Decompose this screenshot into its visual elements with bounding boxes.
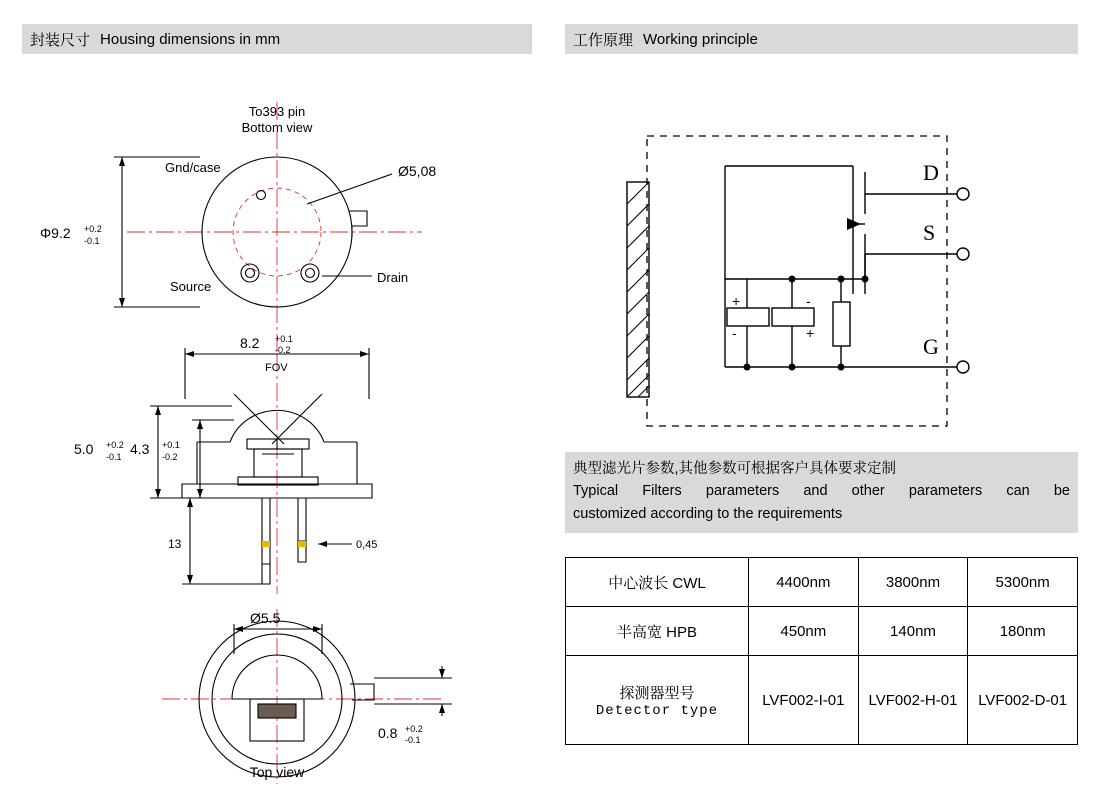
cap1-plus: + bbox=[732, 293, 741, 309]
row-label-hpb-cn: 半高宽 bbox=[616, 623, 662, 641]
schematic-diagram bbox=[565, 54, 1078, 454]
cell-detector-1: LVF002-I-01 bbox=[749, 656, 859, 745]
pin-label-s: S bbox=[923, 220, 936, 245]
principle-header-cn: 工作原理 bbox=[573, 31, 634, 49]
outer-dia-tol-up: +0.2 bbox=[84, 224, 102, 234]
table-row bbox=[566, 656, 1078, 745]
housing-header-en: Housing dimensions in mm bbox=[100, 30, 281, 48]
bottom-view-title-2: Bottom view bbox=[241, 120, 313, 135]
table-row bbox=[566, 607, 1078, 656]
filter-note-en-line2: customized according to the requirements bbox=[573, 505, 843, 522]
row-label-detector-cn: 探测器型号 bbox=[619, 684, 695, 702]
window-width-dim: 8.2 bbox=[240, 335, 260, 351]
cell-hpb-2: 140nm bbox=[858, 607, 968, 656]
flange-dim: 0.8 bbox=[378, 725, 398, 741]
filter-note-en-line1: Typical Filters parameters and other parameters can be bbox=[573, 483, 1070, 500]
row-label-hpb bbox=[566, 607, 749, 656]
housing-drawing bbox=[22, 54, 532, 794]
principle-section-header bbox=[565, 24, 1078, 54]
pin-width-dim: 0,45 bbox=[356, 539, 378, 551]
cell-detector-2: LVF002-H-01 bbox=[858, 656, 968, 745]
row-label-cwl bbox=[566, 558, 749, 607]
table-row bbox=[566, 558, 1078, 607]
cell-detector-3: LVF002-D-01 bbox=[968, 656, 1078, 745]
filter-note-block bbox=[565, 452, 1078, 533]
housing-section-header bbox=[22, 24, 532, 54]
window-width-tol-up: +0.1 bbox=[275, 334, 293, 344]
row-label-cwl-en: CWL bbox=[672, 574, 706, 592]
cell-cwl-1: 4400nm bbox=[749, 558, 859, 607]
cell-cwl-2: 3800nm bbox=[858, 558, 968, 607]
hole-circle-dim: Ø5,08 bbox=[398, 163, 437, 179]
housing-drawing-svg bbox=[22, 54, 532, 794]
cap2-minus: - bbox=[806, 293, 811, 309]
source-label: Source bbox=[170, 279, 212, 294]
flange-tol-dn: -0.1 bbox=[405, 735, 421, 745]
row-label-hpb-en: HPB bbox=[666, 623, 698, 641]
top-window-dim: Ø5.5 bbox=[250, 610, 281, 626]
top-view-title: Top view bbox=[249, 764, 305, 780]
housing-header-cn: 封装尺寸 bbox=[30, 31, 91, 49]
bottom-view-title-1: To393 pin bbox=[248, 104, 306, 119]
pin-label-d: D bbox=[923, 160, 939, 185]
flange-tol-up: +0.2 bbox=[405, 724, 423, 734]
height-body-tol-up: +0.1 bbox=[162, 440, 180, 450]
filter-note-cn: 典型滤光片参数,其他参数可根据客户具体要求定制 bbox=[573, 461, 897, 477]
row-label-detector bbox=[566, 656, 749, 745]
pin-length-dim: 13 bbox=[168, 537, 182, 551]
fov-label: FOV bbox=[265, 362, 288, 374]
height-body-dim: 4.3 bbox=[130, 441, 150, 457]
filter-parameters-table bbox=[565, 557, 1078, 745]
outer-dia-dim: Φ9.2 bbox=[40, 225, 71, 241]
gnd-case-label: Gnd/case bbox=[165, 160, 221, 175]
cap2-plus: + bbox=[806, 325, 815, 341]
row-label-cwl-cn: 中心波长 bbox=[608, 574, 669, 592]
cell-hpb-3: 180nm bbox=[968, 607, 1078, 656]
row-label-detector-en: Detector type bbox=[595, 702, 719, 719]
drain-label: Drain bbox=[377, 270, 409, 285]
pin-label-g: G bbox=[923, 334, 939, 359]
window-width-tol-dn: -0.2 bbox=[275, 345, 291, 355]
height-total-tol-dn: -0.1 bbox=[106, 452, 122, 462]
height-body-tol-dn: -0.2 bbox=[162, 452, 178, 462]
height-total-tol-up: +0.2 bbox=[106, 440, 124, 450]
working-principle-panel bbox=[565, 24, 1078, 454]
outer-dia-tol-dn: -0.1 bbox=[84, 236, 100, 246]
principle-header-en: Working principle bbox=[643, 30, 758, 48]
cap1-minus: - bbox=[732, 325, 737, 341]
cell-hpb-1: 450nm bbox=[749, 607, 859, 656]
housing-dimensions-panel bbox=[22, 24, 532, 794]
schematic-svg bbox=[565, 54, 1078, 454]
cell-cwl-3: 5300nm bbox=[968, 558, 1078, 607]
height-total-dim: 5.0 bbox=[74, 441, 94, 457]
